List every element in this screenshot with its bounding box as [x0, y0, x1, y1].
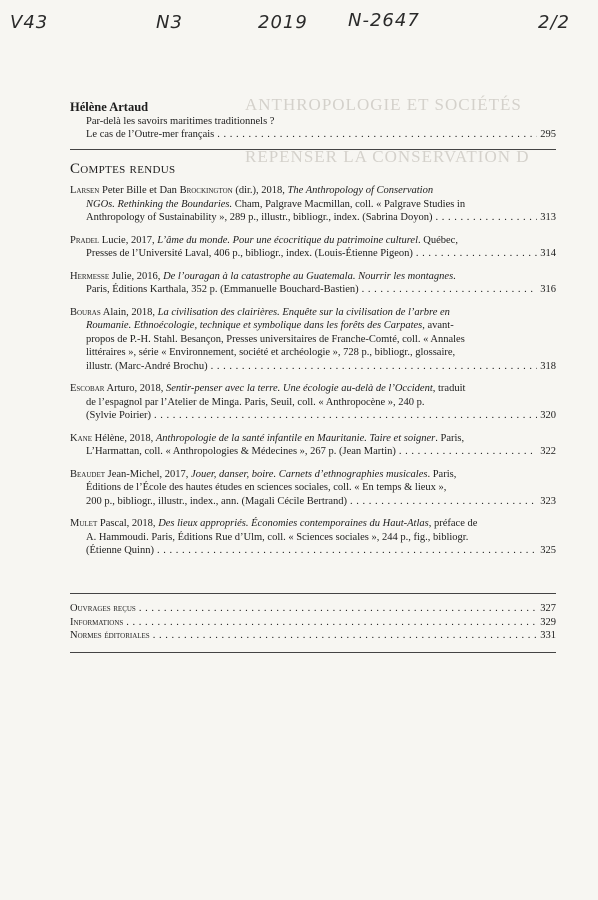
article-title-line: Par-delà les savoirs maritimes traditionnels ? — [86, 116, 275, 127]
review-text: Pascal, 2018, — [97, 518, 159, 529]
review-text: Anthropology of Sustainability », 289 p., illustr., bibliogr., index. (Sabrina Doyon) — [86, 212, 433, 223]
review-text: Jean-Michel, 2017, — [105, 468, 192, 480]
review-line — [70, 481, 556, 495]
book-title: Des lieux appropriés. Économies contemporaines du Haut-Atlas — [158, 518, 429, 529]
handwritten-note: N-2647 — [348, 10, 420, 31]
review-text: de l’espagnol par l’Atelier de Minga. Paris, Seuil, coll. « Anthropocène », 240 p. — [86, 396, 425, 408]
review-line — [70, 468, 556, 482]
author-surname: Brockington — [179, 185, 233, 196]
handwritten-note: 2/2 — [538, 12, 570, 33]
book-title: Anthropologie de la santé infantile en Mauritanie. Taire et soigner — [155, 432, 436, 444]
review-text: . Paris, — [435, 432, 465, 444]
dot-leader — [154, 409, 537, 423]
author-surname: Pradel — [70, 234, 100, 246]
review-text: littéraires », série « Environnement, société et archéologie », 728 p., bibliogr., glossaire, — [86, 347, 456, 358]
review-line — [70, 283, 556, 297]
review-line — [70, 360, 556, 374]
dot-leader — [139, 602, 537, 615]
misc-list — [70, 602, 556, 643]
page-number: 295 — [540, 129, 556, 140]
page-number: 331 — [540, 630, 556, 641]
review-line — [70, 198, 556, 212]
review-text: Paris, Éditions Karthala, 352 p. (Emmanuelle Bouchard-Bastien) — [86, 284, 359, 295]
misc-label: Ouvrages reçus — [70, 603, 136, 614]
review-line — [70, 333, 556, 347]
divider — [70, 652, 556, 653]
review-text: Arturo, 2018, — [104, 383, 166, 394]
page-number: 313 — [540, 212, 556, 223]
review-text: , préface de — [428, 518, 478, 529]
author-surname: Kane — [70, 432, 92, 444]
review-line-text — [86, 445, 396, 459]
page-number: 322 — [540, 446, 556, 457]
author-surname: Mulet — [70, 518, 98, 529]
misc-label: Informations — [70, 616, 124, 628]
book-title: Sentir-penser avec la terre. Une écologie au-delà de l’Occident — [165, 383, 433, 394]
dot-leader — [416, 247, 537, 261]
article-entry — [70, 95, 556, 141]
review-line — [70, 306, 556, 320]
page-number: 329 — [540, 616, 556, 628]
book-title: De l’ouragan à la catastrophe au Guatemala. Nourrir les montagnes — [163, 270, 454, 282]
review-text: illustr. (Marc-André Brochu) — [86, 360, 208, 372]
article-title-text: Le cas de l’Outre-mer français — [86, 129, 215, 140]
review-line-text — [86, 283, 359, 297]
review-text: Presses de l’Université Laval, 406 p., bibliogr., index. (Louis-Étienne Pigeon) — [86, 248, 413, 259]
review-line — [70, 319, 556, 333]
dot-leader — [153, 629, 538, 642]
review-entry — [70, 382, 556, 423]
review-text: Peter Bille et Dan — [99, 185, 180, 196]
book-title: La civilisation des clairières. Enquête sur la civilisation de l’arbre en — [157, 306, 450, 318]
review-text: . — [453, 270, 456, 282]
review-line — [70, 531, 556, 545]
review-entry — [70, 234, 556, 261]
review-text: . Québec, — [418, 234, 458, 246]
show-through: REPENSER LA CONSERVATION D — [245, 147, 530, 166]
review-line-text — [86, 211, 432, 225]
divider — [70, 149, 556, 150]
review-line — [70, 247, 556, 261]
misc-entry — [70, 616, 556, 629]
dot-leader — [362, 283, 538, 297]
review-line-text — [86, 544, 154, 558]
review-line-text — [86, 495, 347, 509]
article-title-line — [70, 128, 556, 141]
section-title: Comptes rendus — [70, 161, 176, 177]
page-number: 323 — [540, 495, 556, 507]
review-line — [70, 211, 556, 225]
review-entry — [70, 432, 556, 459]
page-number: 316 — [540, 284, 556, 295]
book-title: Jouer, danser, boire. Carnets d’ethnographies musicales — [191, 468, 428, 480]
review-text: Lucie, 2017, — [99, 234, 158, 246]
review-line-text — [86, 409, 151, 423]
review-text: , avant- — [422, 320, 454, 331]
dot-leader — [157, 544, 537, 558]
review-text: Julie, 2016, — [109, 270, 164, 282]
dot-leader — [211, 360, 538, 374]
review-line-text — [86, 247, 413, 261]
review-line — [70, 234, 556, 248]
review-entry — [70, 270, 556, 297]
review-line — [70, 517, 556, 531]
review-text: Cham, Palgrave Macmillan, coll. « Palgrave Studies in — [232, 198, 466, 210]
review-entry — [70, 517, 556, 558]
handwritten-note: 2019 — [258, 12, 308, 33]
review-line-text — [86, 360, 208, 374]
review-line — [70, 346, 556, 360]
dot-leader — [435, 211, 537, 225]
misc-entry — [70, 629, 556, 642]
page-number: 327 — [540, 603, 556, 614]
review-text: Éditions de l’École des hautes études en sciences sociales, coll. « En temps & lieux », — [86, 482, 447, 493]
review-text: . Paris, — [427, 468, 457, 480]
review-line — [70, 396, 556, 410]
review-entry — [70, 184, 556, 225]
review-line — [70, 495, 556, 509]
handwritten-annotations — [8, 8, 590, 44]
author-surname: Beaudet — [70, 468, 105, 480]
review-line — [70, 184, 556, 198]
author-surname: Larsen — [70, 185, 100, 196]
review-entry — [70, 306, 556, 374]
review-text: (dir.), 2018, — [232, 185, 288, 196]
review-text: Hélène, 2018, — [91, 432, 156, 444]
handwritten-note: N3 — [156, 12, 183, 33]
book-title: NGOs. Rethinking the Boundaries. — [86, 198, 233, 210]
dot-leader — [126, 616, 537, 629]
book-title: L’âme du monde. Pour une écocritique du patrimoine culturel — [157, 234, 419, 246]
page-number: 314 — [540, 248, 556, 259]
review-text: (Étienne Quinn) — [86, 545, 154, 556]
review-text: (Sylvie Poirier) — [86, 410, 152, 421]
review-line — [70, 270, 556, 284]
page-number: 318 — [540, 360, 556, 372]
page-number: 325 — [540, 545, 556, 556]
book-title: The Anthropology of Conservation — [287, 185, 434, 196]
author-surname: Escobar — [70, 383, 105, 394]
review-line — [70, 445, 556, 459]
review-line — [70, 382, 556, 396]
review-text: Alain, 2018, — [100, 306, 158, 318]
review-entry — [70, 468, 556, 509]
reviews-list — [70, 184, 556, 567]
author-surname: Bouras — [70, 306, 101, 318]
page-number: 320 — [540, 410, 556, 421]
review-text: 200 p., bibliogr., illustr., index., ann. (Magali Cécile Bertrand) — [86, 495, 347, 507]
dot-leader — [399, 445, 537, 459]
article-author: Hélène Artaud — [70, 100, 149, 114]
misc-label: Normes éditoriales — [70, 630, 150, 641]
divider — [70, 593, 556, 594]
review-line — [70, 409, 556, 423]
handwritten-note: V43 — [10, 12, 49, 33]
show-through: ANTHROPOLOGIE ET SOCIÉTÉS — [245, 95, 522, 114]
review-text: A. Hammoudi. Paris, Éditions Rue d’Ulm, coll. « Sciences sociales », 244 p., fig., bibliogr. — [86, 531, 469, 543]
dot-leader — [217, 128, 537, 141]
review-text: , traduit — [432, 383, 466, 394]
review-text: L’Harmattan, coll. « Anthropologies & Médecines », 267 p. (Jean Martin) — [86, 446, 396, 457]
book-title: Roumanie. Ethnoécologie, technique et symbolique dans les forêts des Carpates — [86, 320, 423, 331]
review-line — [70, 432, 556, 446]
misc-entry — [70, 602, 556, 615]
dot-leader — [350, 495, 537, 509]
review-text: propos de P.-H. Stahl. Besançon, Presses universitaires de Franche-Comté, coll. « Annales — [86, 333, 465, 345]
author-surname: Hermesse — [70, 270, 110, 282]
review-line — [70, 544, 556, 558]
